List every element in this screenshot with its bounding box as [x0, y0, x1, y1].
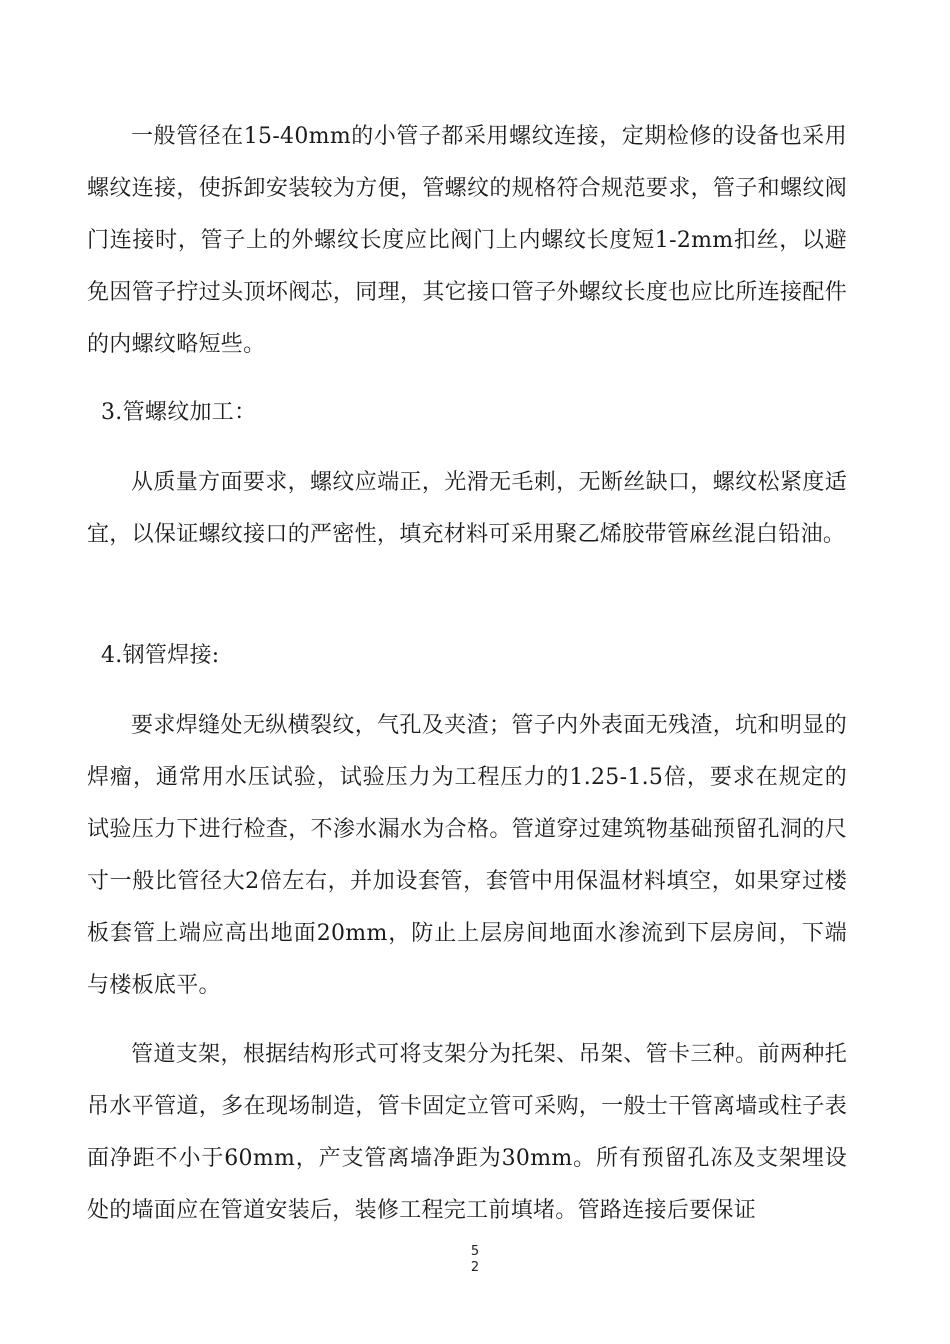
- paragraph-thread-processing: [87, 457, 847, 561]
- page-number-line-2: 2: [470, 1260, 480, 1275]
- heading-text: 3.管螺纹加工：: [101, 400, 257, 425]
- paragraph-text: 管道支架，根据结构形式可将支架分为托架、吊架、管卡三种。前两种托吊水平管道，多在现场制造，管卡固定立管可采购，一般士干管离墙或柱子表面净距不小于60mm，产支管离墙净距为30mm。所有预留孔冻及支架埋设处的墙面应在管道安装后，装修工程完工前填堵。管路连接后要保证: [87, 1042, 847, 1223]
- section-heading-4: [87, 630, 847, 682]
- paragraph-pipe-supports: [87, 1029, 847, 1237]
- page-number: [0, 1244, 950, 1276]
- page-number-line-1: 5: [470, 1244, 480, 1259]
- paragraph-text: 从质量方面要求，螺纹应端正，光滑无毛刺，无断丝缺口，螺纹松紧度适宜，以保证螺纹接口的严密性，填充材料可采用聚乙烯胶带管麻丝混白铅油。: [87, 470, 847, 547]
- section-heading-3: [87, 387, 847, 439]
- paragraph-text: 要求焊缝处无纵横裂纹，气孔及夹渣；管子内外表面无残渣，坑和明显的焊瘤，通常用水压试验，试验压力为工程压力的1.25-1.5倍，要求在规定的试验压力下进行检查，不渗水漏水为合格。管道穿过建筑物基础预留孔洞的尺寸一般比管径大2倍左右，并加设套管，套管中用保温材料填空，如果穿过楼板套管上端应高出地面20mm，防止上层房间地面水渗流到下层房间，下端与楼板底平。: [87, 713, 847, 998]
- paragraph-welding: [87, 700, 847, 1012]
- paragraph-text: 一般管径在15-40mm的小管子都采用螺纹连接，定期检修的设备也采用螺纹连接，使拆卸安装较为方便，管螺纹的规格符合规范要求，管子和螺纹阀门连接时，管子上的外螺纹长度应比阀门上内螺纹长度短1-2mm扣丝，以避免因管子拧过头顶坏阀芯，同理，其它接口管子外螺纹长度也应比所连接配件的内螺纹略短些。: [87, 124, 847, 357]
- paragraph-threaded-connection: [87, 111, 847, 371]
- heading-text: 4.钢管焊接:: [101, 643, 220, 668]
